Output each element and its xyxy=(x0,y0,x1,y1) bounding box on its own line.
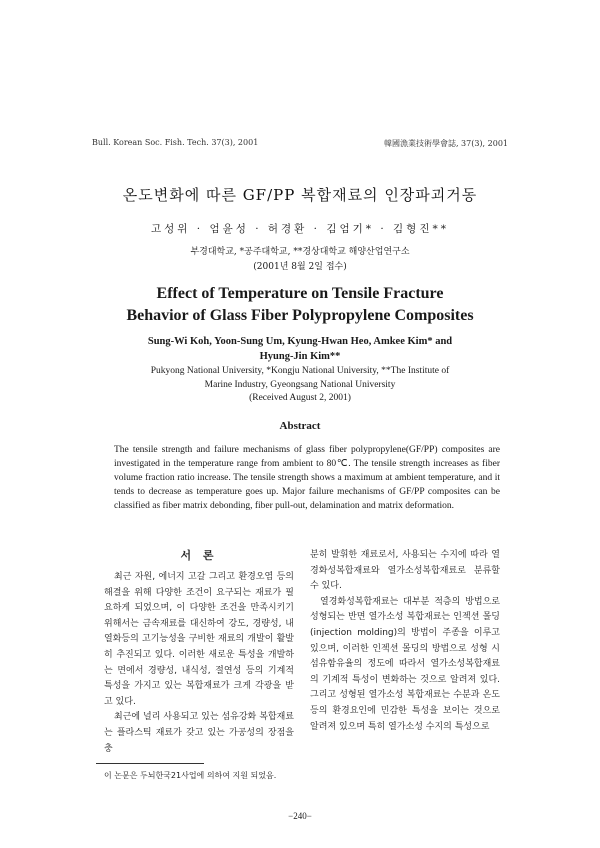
journal-citation-en: Bull. Korean Soc. Fish. Tech. 37(3), 2001 xyxy=(92,138,259,147)
received-date-korean: (2001년 8월 2일 접수) xyxy=(253,262,347,272)
abstract-heading: Abstract xyxy=(279,420,321,432)
footnote: 이 논문은 두뇌한국21사업에 의하여 지원 되었음. xyxy=(104,771,277,780)
authors-english xyxy=(0,334,600,364)
affiliation-english-line-2: Marine Industry, Gyeongsang National University xyxy=(204,380,396,390)
affiliation-korean: 부경대학교, *공주대학교, **경상대학교 해양산업연구소 xyxy=(190,247,410,257)
paragraph: 최근에 널리 사용되고 있는 섬유강화 복합재료는 플라스틱 재료가 갖고 있는 가공성의 장점을 충 xyxy=(104,712,294,754)
authors-english-line-2: Hyung-Jin Kim** xyxy=(259,351,341,362)
affiliation-english-line-1: Pukyong National University, *Kongju National University, **The Institute of xyxy=(150,366,450,376)
title-english xyxy=(0,283,600,327)
title-english-line-1: Effect of Temperature on Tensile Fracture xyxy=(156,285,444,302)
paragraph: 분히 발휘한 재료로서, 사용되는 수지에 따라 열경화성복합재료와 열가소성복합재료로 분류할 수 있다. xyxy=(310,550,500,592)
affiliation-english xyxy=(0,364,600,392)
title-english-line-2: Behavior of Glass Fiber Polypropylene Composites xyxy=(126,307,474,324)
footnote-divider xyxy=(96,763,204,764)
section-heading-introduction: 서 론 xyxy=(180,549,218,562)
title-korean: 온도변화에 따른 GF/PP 복합재료의 인장파괴거동 xyxy=(122,186,478,204)
page-number: −240− xyxy=(288,811,312,821)
abstract-body: The tensile strength and failure mechanisms of glass fiber polypropylene(GF/PP) composites are investigated in the temperature range from ambient to 80℃. The tensile strength increases as fiber volume fraction ratio increase. The tensile strength shows a maximum at ambient temperature, and it tends to decrease as temperature goes up. Major failure mechanisms of GF/PP composites can be classified as fiber matrix debonding, fiber pull-out, delamination and matrix deformation. xyxy=(114,445,500,511)
journal-citation-ko: 韓國漁業技術學會誌, 37(3), 2001 xyxy=(383,139,508,148)
authors-korean: 고성위 · 엄윤성 · 허경환 · 김엄기* · 김형진** xyxy=(151,223,449,235)
authors-english-line-1: Sung-Wi Koh, Yoon-Sung Um, Kyung-Hwan Heo, Amkee Kim* and xyxy=(147,336,453,347)
paragraph: 최근 자원, 에너지 고갈 그리고 환경오염 등의 해결을 위해 다양한 조건이 요구되는 재료가 필요하게 되었으며, 이 다양한 조건을 만족시키기 위해서는 금속재료를 대신하여 강도, 경량성, 내열화등의 고기능성을 구비한 재료의 개발이 활발히 추진되고 있다. 이러한 새로운 특성을 개발하는 면에서 경량성, 내식성, 절연성 등의 기계적 특성을 가지고 있는 복합재료가 크게 각광을 받고 있다. xyxy=(104,572,294,707)
body-column-right xyxy=(310,548,500,735)
body-column-left xyxy=(104,548,294,757)
paragraph: 열경화성복합재료는 대부분 적층의 방법으로 성형되는 반면 열가소성 복합재료는 인젝션 몰딩(injection molding)의 방법이 주종을 이루고 있으며, 이러한 인젝션 몰딩의 방법으로 성형 시 섬유함유율의 정도에 따라서 열가소성복합재료의 기계적 특성이 변화하는 것으로 알려져 있다. 그리고 성형된 열가소성 복합재료는 수분과 온도 등의 환경요인에 민감한 특성을 보이는 것으로 알려져 있으며 특히 열가소성 수지의 특성으로 xyxy=(310,596,500,732)
received-date-english: (Received August 2, 2001) xyxy=(249,393,351,403)
